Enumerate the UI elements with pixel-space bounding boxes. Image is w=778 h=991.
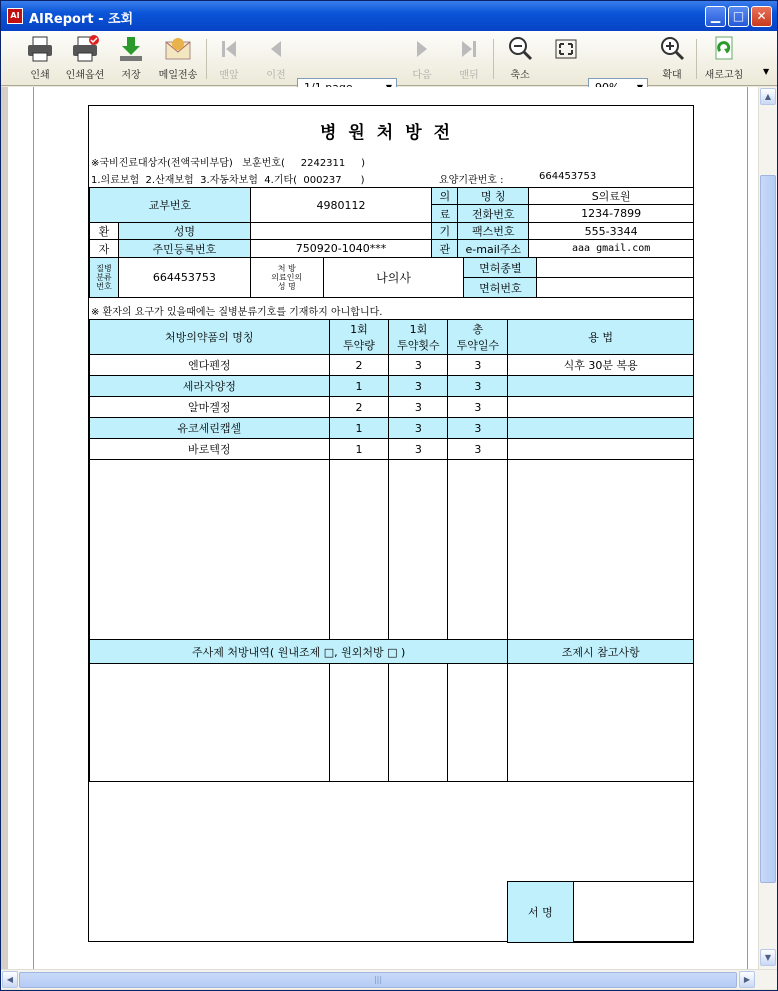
med-usage	[508, 376, 694, 397]
inst-label-char: 관	[432, 240, 458, 258]
header-line-2: 1.의료보험 2.산재보험 3.자동차보험 4.기타( 000237 )	[91, 175, 365, 186]
app-icon: AI	[7, 8, 23, 24]
disease-code-label: 질병 분류 번호	[90, 258, 119, 298]
col-times: 1회 투약횟수	[389, 320, 448, 355]
med-usage: 식후 30분 복용	[508, 355, 694, 376]
title-bar[interactable]	[1, 1, 777, 31]
page-edge-right	[747, 87, 748, 969]
minimize-button[interactable]: ▁	[705, 6, 726, 27]
med-days: 3	[448, 439, 508, 460]
med-name: 세라자양정	[90, 376, 330, 397]
med-usage	[508, 418, 694, 439]
zoom-out-icon	[506, 35, 534, 63]
page-edge-left	[33, 87, 34, 969]
sign-label: 서 명	[508, 882, 574, 943]
zoom-in-button[interactable]	[657, 35, 687, 81]
last-page-button[interactable]	[454, 35, 484, 81]
med-times: 3	[389, 439, 448, 460]
doctor-label: 처 방 의료인의 성 명	[250, 258, 323, 298]
refresh-button[interactable]	[702, 35, 746, 81]
med-name: 바로텍정	[90, 439, 330, 460]
scroll-up-icon[interactable]: ▲	[760, 88, 776, 105]
report-viewport	[1, 87, 759, 969]
next-page-button[interactable]	[407, 35, 437, 81]
next-page-label: 다음	[412, 70, 432, 81]
table-row	[90, 439, 694, 460]
col-usage: 용 법	[508, 320, 694, 355]
mail-label: 메일전송	[158, 70, 198, 81]
toolbar-separator	[696, 39, 697, 79]
col-dose: 1회 투약량	[329, 320, 389, 355]
med-name: 알마겔정	[90, 397, 330, 418]
horizontal-scroll-thumb[interactable]: |||	[19, 972, 737, 988]
agency-label: 요양기관번호 :	[439, 175, 504, 186]
med-dose: 2	[329, 397, 389, 418]
license-type-label: 면허종별	[464, 258, 537, 278]
med-name: 유코세린캡셀	[90, 418, 330, 439]
med-days: 3	[448, 397, 508, 418]
last-page-icon	[455, 35, 483, 63]
inst-phone-label: 전화번호	[458, 205, 529, 223]
med-dose: 1	[329, 418, 389, 439]
header-line-1: ※국비진료대상자(전액국비부담) 보훈번호( 2242311 )	[91, 158, 366, 169]
inst-name-label: 명 칭	[458, 188, 529, 205]
print-button[interactable]	[23, 35, 57, 81]
inst-fax-value: 555-3344	[529, 223, 694, 240]
fit-page-icon	[552, 35, 580, 63]
license-type-value	[537, 258, 694, 278]
first-page-button[interactable]	[214, 35, 244, 81]
patient-label-char: 환	[90, 223, 119, 240]
printer-options-icon	[71, 35, 99, 63]
patient-name-value	[250, 223, 432, 240]
zoom-out-label: 축소	[510, 70, 530, 81]
vertical-scroll-thumb[interactable]	[760, 175, 776, 883]
inst-name-value: S의료원	[529, 188, 694, 205]
injection-row-empty	[90, 664, 694, 782]
toolbar-overflow-icon[interactable]: ▼	[763, 67, 770, 76]
med-usage	[508, 397, 694, 418]
col-drug-name: 처방의약품의 명칭	[90, 320, 330, 355]
page-margin-left	[1, 87, 8, 969]
inst-email-value: aaa gmail.com	[529, 240, 694, 258]
doctor-table	[89, 257, 694, 298]
mail-button[interactable]	[156, 35, 200, 81]
doctor-name: 나의사	[323, 258, 464, 298]
zoom-in-icon	[658, 35, 686, 63]
license-no-value	[537, 278, 694, 298]
patient-label-char: 자	[90, 240, 119, 258]
table-row	[90, 355, 694, 376]
issue-no-value: 4980112	[250, 188, 432, 223]
toolbar	[1, 31, 777, 86]
first-page-label: 맨앞	[219, 70, 239, 81]
save-label: 저장	[121, 70, 141, 81]
fit-page-button[interactable]	[551, 35, 581, 66]
medication-table	[89, 319, 694, 782]
med-dose: 1	[329, 376, 389, 397]
med-days: 3	[448, 376, 508, 397]
inst-label-char: 기	[432, 223, 458, 240]
rrn-value: 750920-1040***	[250, 240, 432, 258]
agency-number: 664453753	[539, 171, 597, 182]
toolbar-separator	[493, 39, 494, 79]
col-days: 총 투약일수	[448, 320, 508, 355]
next-page-icon	[408, 35, 436, 63]
refresh-label: 새로고침	[704, 70, 744, 81]
med-times: 3	[389, 397, 448, 418]
disease-code-value: 664453753	[118, 258, 250, 298]
med-times: 3	[389, 418, 448, 439]
table-row	[90, 418, 694, 439]
med-times: 3	[389, 355, 448, 376]
prev-page-label: 이전	[266, 70, 286, 81]
prescription-form	[88, 105, 694, 942]
prev-page-button[interactable]	[261, 35, 291, 81]
maximize-button[interactable]: □	[728, 6, 749, 27]
patient-name-label: 성명	[118, 223, 250, 240]
first-page-icon	[215, 35, 243, 63]
inst-email-label: e-mail주소	[458, 240, 529, 258]
refresh-icon	[710, 35, 738, 63]
window-title: AIReport - 조회	[29, 12, 134, 27]
disease-code-notice: ※ 환자의 요구가 있을때에는 질병분류기호를 기재하지 아니합니다.	[91, 307, 383, 318]
print-options-button[interactable]	[63, 35, 107, 81]
med-dose: 1	[329, 439, 389, 460]
med-days: 3	[448, 418, 508, 439]
med-usage	[508, 439, 694, 460]
dispense-note-label: 조제시 참고사항	[508, 640, 694, 664]
sign-area[interactable]	[573, 882, 693, 943]
zoom-out-button[interactable]	[505, 35, 535, 81]
printer-icon	[26, 35, 54, 63]
rrn-label: 주민등록번호	[118, 240, 250, 258]
license-no-label: 면허번호	[464, 278, 537, 298]
injection-label: 주사제 처방내역( 원내조제 □, 원외처방 □ )	[90, 640, 508, 664]
print-options-label: 인쇄옵션	[65, 70, 105, 81]
table-row-empty	[90, 460, 694, 640]
info-table	[89, 187, 694, 258]
form-title: 병원처방전	[319, 123, 463, 143]
med-times: 3	[389, 376, 448, 397]
scroll-down-icon[interactable]: ▼	[760, 949, 776, 966]
inst-phone-value: 1234-7899	[529, 205, 694, 223]
scroll-right-icon[interactable]: ▶	[739, 971, 755, 988]
print-label: 인쇄	[30, 70, 50, 81]
med-name: 엔다펜정	[90, 355, 330, 376]
zoom-in-label: 확대	[662, 70, 682, 81]
download-save-icon	[117, 35, 145, 63]
inst-label-char: 료	[432, 205, 458, 223]
table-row	[90, 376, 694, 397]
last-page-label: 맨뒤	[459, 70, 479, 81]
horizontal-scrollbar[interactable]	[1, 969, 777, 989]
med-days: 3	[448, 355, 508, 376]
table-row	[90, 397, 694, 418]
sign-table	[507, 881, 694, 943]
save-button[interactable]	[116, 35, 146, 81]
mail-icon	[164, 35, 192, 63]
prev-page-icon	[262, 35, 290, 63]
vertical-scrollbar[interactable]	[758, 87, 777, 969]
close-button[interactable]: ✕	[751, 6, 772, 27]
issue-no-label: 교부번호	[90, 188, 251, 223]
toolbar-separator	[206, 39, 207, 79]
inst-label-char: 의	[432, 188, 458, 205]
inst-fax-label: 팩스번호	[458, 223, 529, 240]
med-dose: 2	[329, 355, 389, 376]
scroll-left-icon[interactable]: ◀	[2, 971, 18, 988]
